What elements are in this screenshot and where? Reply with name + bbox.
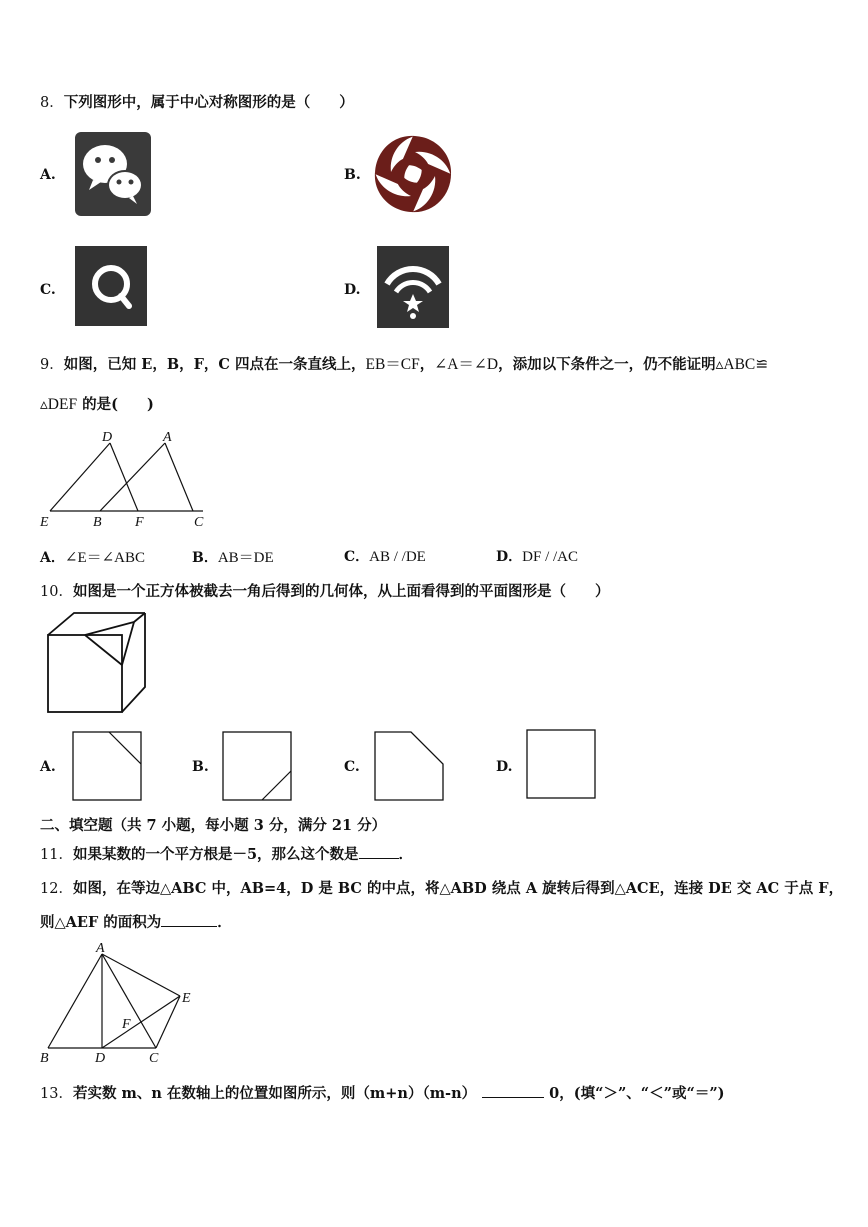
q9-text-a: 如图，已知 E，B，F，C 四点在一条直线上， (63, 356, 366, 373)
question-number: 11． (40, 847, 73, 863)
q10-option-label-b: B. (192, 759, 209, 775)
q13-text-b: 0，(填“＞”、“＜”或“＝”) (544, 1085, 725, 1102)
question-number: 8． (40, 95, 64, 111)
label-d: D (95, 1051, 106, 1066)
wifi-star-icon (375, 244, 451, 330)
option-label-c: C. (40, 282, 56, 298)
q9-text-b: ， (419, 356, 435, 373)
answer-blank[interactable] (482, 1083, 544, 1098)
option-value: AB / /DE (369, 549, 426, 565)
q10-option-c-shape (374, 731, 446, 803)
q10-option-label-d: D. (496, 759, 513, 775)
question-number: 9． (40, 357, 64, 373)
q9-option-a (40, 546, 145, 567)
label-a: A (96, 941, 105, 956)
option-letter: B． (192, 550, 218, 566)
phoenix-logo-icon (370, 132, 456, 216)
option-value: AB＝DE (217, 550, 274, 566)
q11-text-b: ． (398, 846, 414, 863)
option-letter: A． (40, 550, 65, 566)
q10-option-label-a: A. (40, 759, 56, 775)
option-label-b: B. (344, 167, 361, 183)
question-12-line-1 (40, 877, 843, 898)
answer-blank[interactable] (161, 912, 217, 927)
q10-option-label-c: C. (344, 759, 360, 775)
option-label-a: A. (40, 167, 56, 183)
question-8 (40, 91, 354, 112)
wechat-icon (73, 130, 153, 218)
label-f: F (135, 515, 144, 530)
q9-math-eb-cf: EB＝CF (365, 356, 420, 373)
option-value: ∠E＝∠ABC (64, 550, 146, 566)
q9-triangles-figure (38, 428, 218, 532)
label-c: C (194, 515, 204, 530)
question-number: 13． (40, 1086, 73, 1102)
q12-text-a: 则△AEF 的面积为 (40, 914, 162, 931)
label-a: A (163, 430, 172, 445)
q13-text-a: 若实数 m、n 在数轴上的位置如图所示，则（m+n）（m-n） (72, 1085, 477, 1102)
search-q-icon (73, 244, 149, 328)
section-2-title: 二、填空题（共 7 小题，每小题 3 分，满分 21 分） (40, 817, 387, 834)
q9-option-c (344, 546, 426, 566)
option-letter: D． (496, 549, 523, 565)
question-11 (40, 843, 413, 864)
option-value: DF / /AC (522, 549, 578, 565)
label-e: E (182, 991, 191, 1006)
label-c: C (149, 1051, 159, 1066)
q12-text-line1: 如图，在等边△ABC 中，AB=4，D 是 BC 的中点，将△ABD 绕点 A 旋转后得到△ACE，连接 DE 交 AC 于点 F， (72, 880, 844, 897)
question-number: 10． (40, 584, 73, 600)
q10-option-b-shape (222, 731, 294, 803)
question-number: 12． (40, 881, 73, 897)
q12-triangle-figure (38, 938, 203, 1068)
question-12-line-2 (40, 911, 232, 932)
question-13 (40, 1082, 725, 1103)
q9-text-c: ，添加以下条件之一，仍不能证明 (498, 356, 716, 373)
q9-text-d: 的是( ) (77, 396, 154, 413)
q12-text-b: ． (217, 914, 232, 931)
option-letter: C． (344, 549, 370, 565)
question-10 (40, 580, 609, 601)
q9-math-def: ▵DEF (40, 396, 78, 413)
label-b: B (40, 1051, 49, 1066)
q10-cut-cube-figure (44, 610, 154, 716)
label-e: E (40, 515, 49, 530)
label-b: B (93, 515, 102, 530)
q9-option-d (496, 546, 578, 566)
question-text: 下列图形中，属于中心对称图形的是（ ） (63, 94, 354, 111)
label-d: D (102, 430, 113, 445)
option-label-d: D. (344, 282, 361, 298)
q10-option-d-shape (526, 729, 598, 801)
answer-blank[interactable] (359, 844, 399, 859)
q10-option-a-shape (72, 731, 144, 803)
question-9-line-2 (40, 393, 154, 414)
q9-math-angle: ∠A＝∠D (434, 356, 499, 373)
question-text: 如图是一个正方体被截去一角后得到的几何体，从上面看得到的平面图形是（ ） (72, 583, 610, 600)
question-9-line-1 (40, 352, 768, 374)
q11-text-a: 如果某数的一个平方根是－5，那么这个数是 (72, 846, 359, 863)
q9-math-triangle: ▵ABC≌ (715, 356, 769, 373)
q9-option-b (192, 546, 274, 567)
label-f: F (122, 1017, 131, 1032)
